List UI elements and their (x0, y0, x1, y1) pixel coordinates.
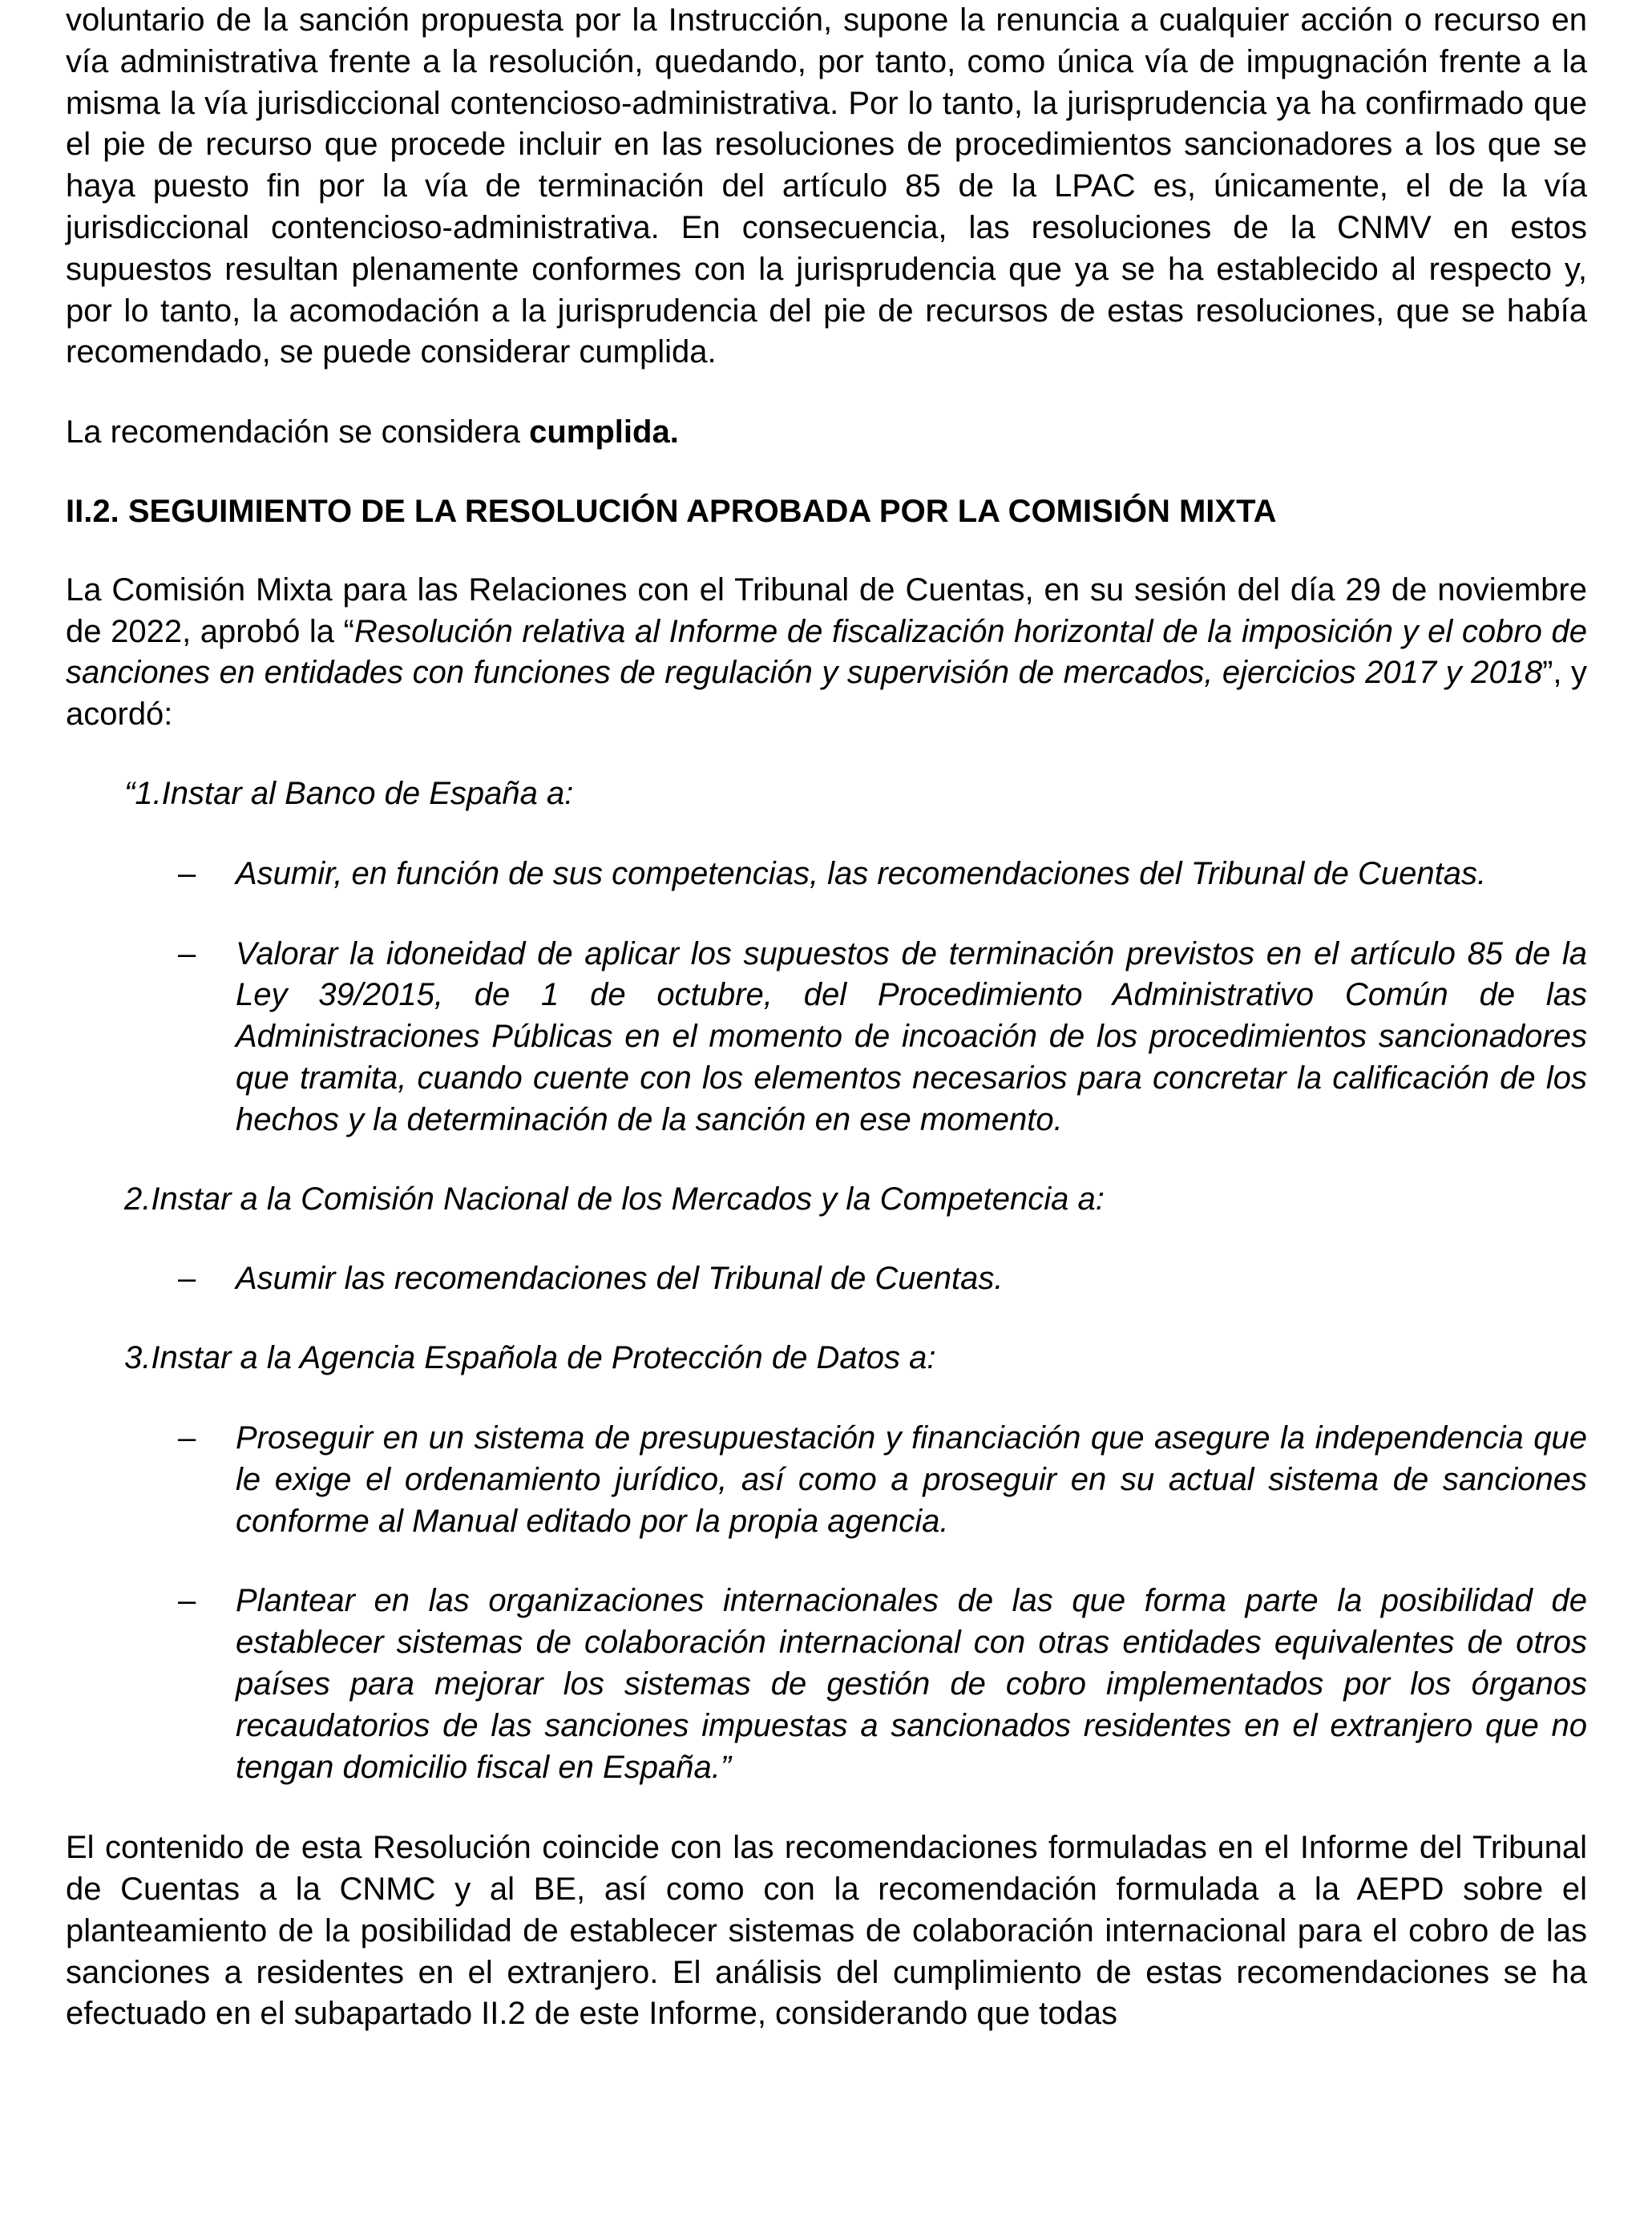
agreement-item-1-bullet-2 (66, 934, 1587, 1141)
bullet-text: Plantear en las organizaciones internacionales de las que forma parte la posibilidad de establecer sistemas de colaboración internacional con otras entidades equivalentes de otros países para mejorar los sistemas de gestión de cobro implementados por los órganos recaudatorios de las sanciones impuestas a sancionados residentes en el extranjero que no tengan domicilio fiscal en España.” (236, 1583, 1587, 1785)
dash-bullet-icon: – (178, 1583, 196, 1619)
paragraph-sanction-jurisprudence: voluntario de la sanción propuesta por la Instrucción, supone la renuncia a cualquier acción o recurso en vía administrativa frente a la resolución, quedando, por tanto, como única vía de impugnación frente a la misma la vía jurisdiccional contencioso-administrativa. Por lo tanto, la jurisprudencia ya ha confirmado que el pie de recurso que procede incluir en las resoluciones de procedimientos sancionadores a los que se haya puesto fin por la vía de terminación del artículo 85 de la LPAC es, únicamente, el de la vía jurisdiccional contencioso-administrativa. En consecuencia, las resoluciones de la CNMV en estos supuestos resultan plenamente conformes con la jurisprudencia que ya se ha establecido al respecto y, por lo tanto, la acomodación a la jurisprudencia del pie de recursos de estas resoluciones, que se había recomendado, se puede considerar cumplida. (66, 2, 1587, 370)
dash-bullet-icon: – (178, 1419, 196, 1456)
bullet-text: Asumir, en función de sus competencias, las recomendaciones del Tribunal de Cuentas. (236, 855, 1487, 891)
resolution-title: Resolución relativa al Informe de fiscalización horizontal de la imposición y el cobro de sanciones en entidades con funciones de regulación y supervisión de mercados, ejercicios 2017 y 2018 (66, 613, 1588, 691)
paragraph-closing: El contenido de esta Resolución coincide con las recomendaciones formuladas en el Informe del Tribunal de Cuentas a la CNMC y al BE, así como con la recomendación formulada a la AEPD sobre el planteamiento de la posibilidad de establecer sistemas de colaboración internacional para el cobro de las sanciones a residentes en el extranjero. El análisis del cumplimiento de estas recomendaciones se ha efectuado en el subapartado II.2 de este Informe, considerando que todas (66, 1830, 1587, 2032)
bullet-text: Asumir las recomendaciones del Tribunal de Cuentas. (236, 1261, 1004, 1297)
paragraph-commission-intro (66, 570, 1587, 736)
agreement-item-3-bullet-2 (66, 1581, 1587, 1788)
recommendation-status-value: cumplida. (529, 414, 679, 450)
agreement-item-2-heading: 2.Instar a la Comisión Nacional de los Mercados y la Competencia a: (124, 1181, 1105, 1217)
dash-bullet-icon: – (178, 855, 196, 891)
agreement-item-1-bullet-1 (66, 854, 1587, 895)
dash-bullet-icon: – (178, 935, 196, 971)
bullet-text: Proseguir en un sistema de presupuestación y financiación que asegure la independencia que le exige el ordenamiento jurídico, así como a proseguir en su actual sistema de sanciones conforme al Manual editado por la propia agencia. (236, 1419, 1587, 1539)
bullet-text: Valorar la idoneidad de aplicar los supuestos de terminación previstos en el artículo 85 de la Ley 39/2015, de 1 de octubre, del Procedimiento Administrativo Común de las Administraciones Públicas en el momento de incoación de los procedimientos sancionadores que tramita, cuando cuente con los elementos necesarios para concretar la calificación de los hechos y la determinación de la sanción en ese momento. (236, 935, 1587, 1137)
intro-text-start: La Comisión Mixta para las Relaciones con el Tribunal de Cuentas, en su sesión del día 29 de noviembre de 2022, aprobó la “ (66, 571, 1587, 649)
agreement-item-1-heading: “1.Instar al Banco de España a: (124, 775, 574, 811)
recommendation-status-text: La recomendación se considera (66, 414, 530, 450)
agreement-item-3-heading: 3.Instar a la Agencia Española de Protección de Datos a: (124, 1340, 936, 1376)
dash-bullet-icon: – (178, 1261, 196, 1297)
paragraph-recommendation-status (66, 412, 1587, 454)
agreement-item-2-bullet-1 (66, 1258, 1587, 1300)
agreement-item-3-bullet-1 (66, 1418, 1587, 1542)
section-heading: II.2. SEGUIMIENTO DE LA RESOLUCIÓN APROBADA POR LA COMISIÓN MIXTA (66, 493, 1277, 529)
intro-text-end: ”, y acordó: (66, 655, 1588, 733)
document-page (66, 0, 1587, 2035)
